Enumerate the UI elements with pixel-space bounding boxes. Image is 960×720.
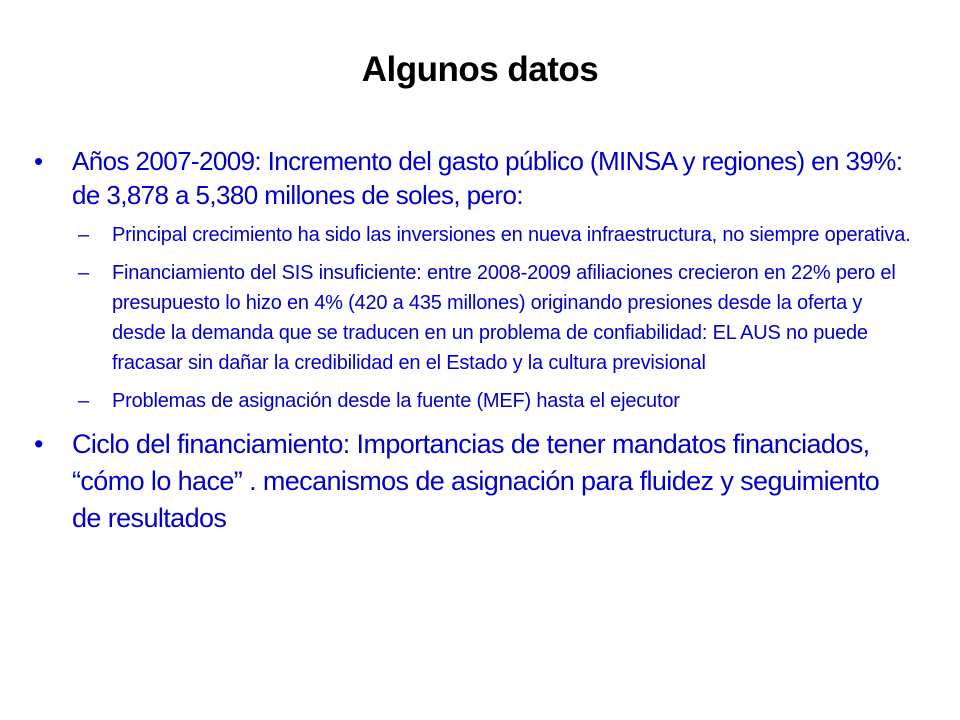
bullet-item: [34, 144, 914, 416]
sub-bullet-marker: –: [78, 390, 89, 412]
bullet-marker: •: [34, 146, 43, 176]
sub-bullet-list: [70, 220, 914, 416]
sub-bullet-marker: –: [78, 224, 89, 246]
bullet-marker: •: [34, 429, 43, 459]
bullet-text: Ciclo del financiamiento: Importancias de tener mandatos financiados, “cómo lo hace” . mecanismos de asignación para fluidez y seguimiento de resultados: [72, 429, 880, 533]
bullet-text: Años 2007-2009: Incremento del gasto público (MINSA y regiones) en 39%: de 3,878 a 5,380 millones de soles, pero:: [72, 146, 903, 210]
bullet-item: [34, 426, 914, 537]
sub-bullet-item: [70, 258, 914, 378]
sub-bullet-text: Financiamiento del SIS insuficiente: entre 2008-2009 afiliaciones crecieron en 22% pero el presupuesto lo hizo en 4% (420 a 435 millones) originando presiones desde la oferta y desde la demanda que se traducen en un problema de confiabilidad: EL AUS no puede fracasar sin dañar la credibilidad en el Estado y la cultura previsional: [112, 262, 896, 374]
sub-bullet-item: [70, 386, 914, 416]
sub-bullet-item: [70, 220, 914, 250]
sub-bullet-text: Problemas de asignación desde la fuente (MEF) hasta el ejecutor: [112, 390, 680, 412]
slide-title: Algunos datos: [361, 50, 599, 89]
sub-bullet-text: Principal crecimiento ha sido las inversiones en nueva infraestructura, no siempre operativa.: [112, 224, 911, 246]
sub-bullet-marker: –: [78, 262, 89, 284]
bullet-list: [34, 144, 914, 537]
